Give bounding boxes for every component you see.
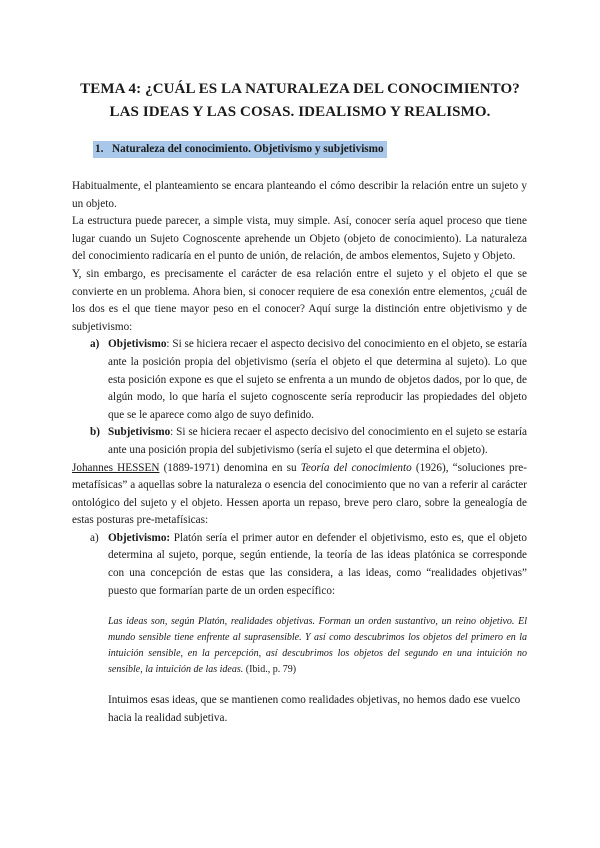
list-text: : Si se hiciera recaer el aspecto decisivo del conocimiento en el objeto, se estaría ante la posición propia del objetivismo (sería el objeto el que determina al sujeto). Lo que esta posición expone es que el sujeto se enfrenta a un mundo de objetos dados, por lo que, de algún modo, lo que haría el sujeto cognoscente sería reproducir las propiedades del objeto que se le aparece como algo de suyo definido. (108, 338, 527, 421)
list-marker: a) (90, 531, 99, 544)
quote-reference: (Ibid., p. 79) (243, 664, 297, 676)
hessen-text-b: (1926), “soluciones pre-metafísicas” a aquellas sobre la naturaleza o esencia del conocimiento que no van a referir al carácter ontológico del sujeto y el objeto. Hessen aporta un repaso, breve pero claro, sobre la genealogía de estas posturas pre-metafísicas: (72, 461, 527, 527)
hessen-text-a: (1889-1971) denomina en su (159, 461, 301, 474)
paragraph-problem: Y, sin embargo, es precisamente el carácter de esa relación entre el sujeto y el objeto el que se convierte en un problema. Ahora bien, si conocer requiere de esa conexión entre elementos, ¿cuál de los dos es el que tiene mayor peso en el conocer? Aquí surge la distinción entre objetivismo y de subjetivismo: (72, 267, 527, 333)
paragraph-intro: Habitualmente, el planteamiento se encara planteando el cómo describir la relación entre un sujeto y un objeto. (72, 180, 527, 210)
paragraph-structure: La estructura puede parecer, a simple vista, muy simple. Así, conocer sería aquel proceso que tiene lugar cuando un Sujeto Cognoscente aprehende un Objeto (objeto de conocimiento). La naturaleza del conocimiento radicaría en el punto de unión, de relación, de ambos elementos, Sujeto y Objeto. (72, 215, 527, 263)
list-item (72, 530, 527, 600)
list-term: Subjetivismo (108, 426, 171, 439)
paragraph-hessen (72, 460, 527, 530)
list-marker: a) (90, 338, 100, 351)
position-list (72, 336, 527, 459)
quote-text: Las ideas son, según Platón, realidades objetivas. Forman un orden sustantivo, un reino objetivo. El mundo sensible tiene enfrente al suprasensible. Y así como descubrimos los objetos del primero en la intuición sensible, en la percepción, así descubrimos los objetos del segundo en una intuición no sensible, la intuición de las ideas. (108, 616, 527, 676)
block-quote (108, 614, 527, 678)
paragraph-closing: Intuimos esas ideas, que se mantienen como realidades objetivas, no hemos dado ese vuelco hacia la realidad subjetiva. (108, 694, 521, 724)
list-item (72, 336, 527, 424)
body-text (72, 178, 527, 727)
list-term: Objetivismo (108, 338, 167, 351)
title-line-2: LAS IDEAS Y LAS COSAS. IDEALISMO Y REALISMO. (109, 104, 491, 120)
list-text: Platón sería el primer autor en defender el objetivismo, esto es, que el objeto determina al sujeto, porque, según entiende, la teoría de las ideas platónica se corresponde con una concepción de estas que las considera, a las ideas, como “realidades objetivas” puesto que formarían parte de un orden específico: (108, 531, 527, 597)
book-title: Teoría del conocimiento (300, 461, 412, 474)
list-item (72, 424, 527, 459)
list-marker: b) (90, 426, 100, 439)
section-number: 1. (95, 143, 104, 155)
list-text: : Si se hiciera recaer el aspecto decisivo del conocimiento en el sujeto se estaría ante una posición propia del subjetivismo (sería el sujeto el que determina el objeto). (108, 426, 527, 456)
section-title: Naturaleza del conocimiento. Objetivismo y subjetivismo (112, 143, 384, 155)
list-term: Objetivismo: (108, 531, 171, 544)
section-heading (93, 141, 387, 158)
page-title (60, 78, 540, 124)
author-name: Johannes HESSEN (72, 461, 160, 474)
genealogy-list (72, 530, 527, 600)
title-line-1: TEMA 4: ¿CUÁL ES LA NATURALEZA DEL CONOCIMIENTO? (80, 81, 520, 97)
